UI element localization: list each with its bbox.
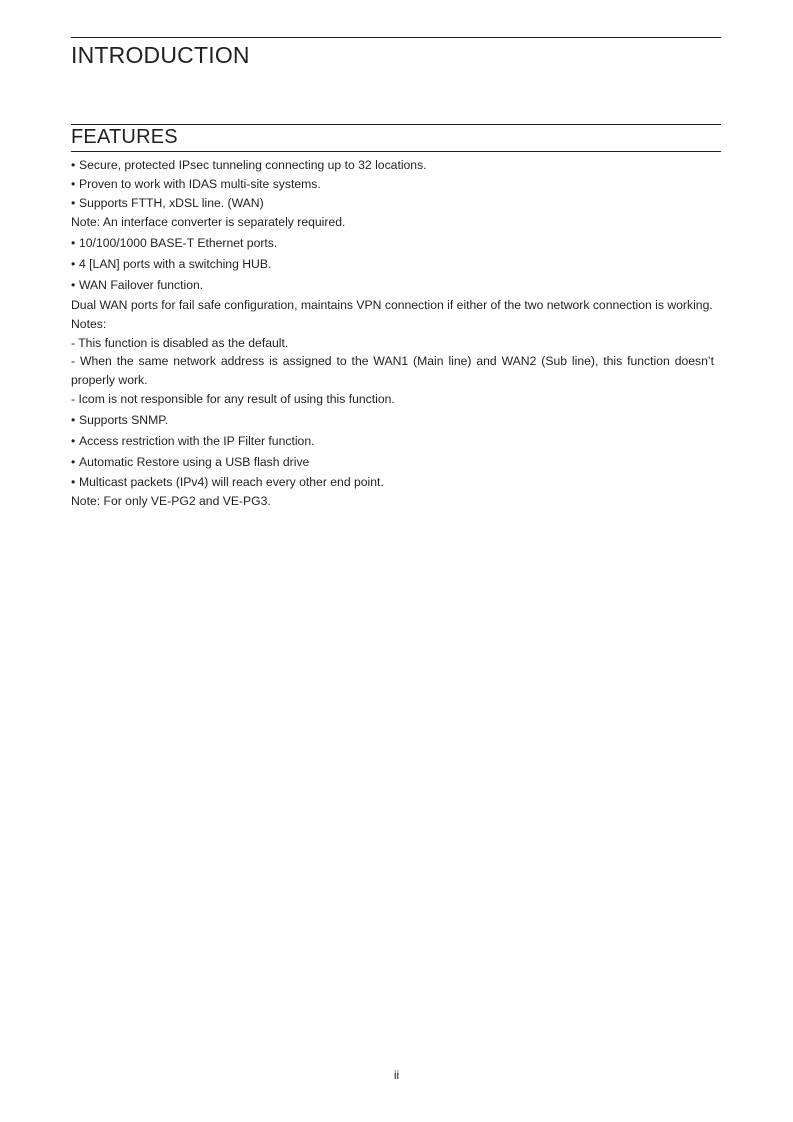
bullet: • <box>71 257 76 271</box>
bullet: • <box>71 158 76 172</box>
note-line: properly work. <box>71 373 148 387</box>
note-line: - When the same network address is assigned to the WAN1 (Main line) and WAN2 (Sub line), this function doesn’t <box>71 354 714 368</box>
bullet: • <box>71 196 76 210</box>
feature-text: Supports FTTH, xDSL line. (WAN) <box>79 196 264 210</box>
feature-note: Note: An interface converter is separately required. <box>71 215 346 229</box>
feature-text: 4 [LAN] ports with a switching HUB. <box>79 257 272 271</box>
bullet: • <box>71 455 76 469</box>
feature-text: Automatic Restore using a USB flash drive <box>79 455 310 469</box>
section-title-features: FEATURES <box>71 126 178 148</box>
note-line: - This function is disabled as the default. <box>71 336 289 350</box>
feature-text: WAN Failover function. <box>79 278 204 292</box>
feature-description: Dual WAN ports for fail safe configuration, maintains VPN connection if either of the two network connection is working. <box>71 298 713 312</box>
feature-text: Multicast packets (IPv4) will reach every other end point. <box>79 475 384 489</box>
section-top-rule <box>71 124 721 125</box>
bullet: • <box>71 475 76 489</box>
bullet: • <box>71 177 76 191</box>
bullet: • <box>71 413 76 427</box>
bullet: • <box>71 236 76 250</box>
feature-text: Secure, protected IPsec tunneling connecting up to 32 locations. <box>79 158 427 172</box>
page-title: INTRODUCTION <box>71 42 250 68</box>
feature-text: Access restriction with the IP Filter function. <box>79 434 315 448</box>
bullet: • <box>71 278 76 292</box>
bullet: • <box>71 434 76 448</box>
feature-text: Supports SNMP. <box>79 413 169 427</box>
feature-text: Proven to work with IDAS multi-site systems. <box>79 177 321 191</box>
page-number: ii <box>393 1068 400 1082</box>
notes-label: Notes: <box>71 317 107 331</box>
feature-text: 10/100/1000 BASE-T Ethernet ports. <box>79 236 278 250</box>
note-line: - Icom is not responsible for any result of using this function. <box>71 392 395 406</box>
top-rule <box>71 37 721 38</box>
feature-note: Note: For only VE-PG2 and VE-PG3. <box>71 494 271 508</box>
section-underline <box>71 151 721 152</box>
